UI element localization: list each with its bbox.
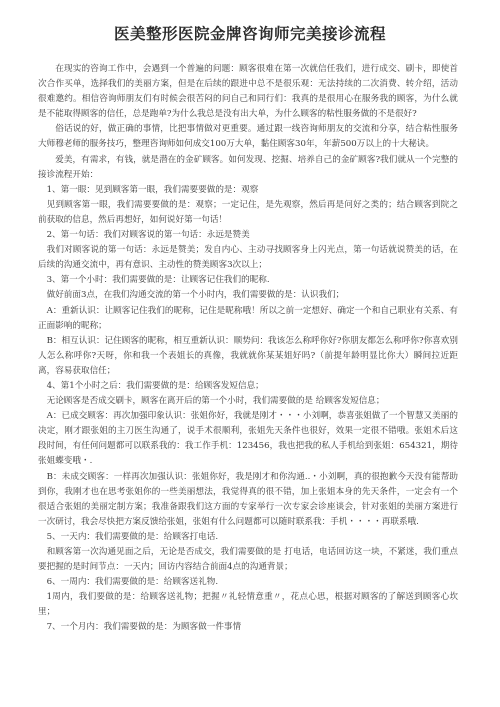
paragraph: 俗话说的好，做正确的事情，比把事情做对更重要。通过跟一线咨询师朋友的交流和分享，结合粘性服务大师穆老师的服务技巧，整理咨询师如何成交100万大单，黏住顾客30年，年薪500万以上的十大秘诀。 — [38, 124, 458, 150]
paragraph: 7、一个月内：我们需要做的是：为顾客做一件事情 — [46, 622, 242, 633]
paragraph: 1、第一眼：见到顾客第一眼，我们需要要做的是：观察 — [46, 184, 259, 195]
paragraph: A：已成交顾客：再次加强印象认识：张姐你好，我就是刚才・・・小刘啊，恭喜张姐做了一个智慧又美丽的决定，刚才跟张姐的主刀医生沟通了，说手术很顺利，张姐先天条件也很好，效果一定很不错哦。张姐术后这段时间，有任何问题都可以联系我的：我工作手机：123456，我也把我的私人手机给到张姐：654321，期待张姐蝶变哦・. — [38, 411, 458, 467]
paragraph: 1周内，我们要做的是：给顾客送礼物；把握〃礼轻情意重〃，花点心思，根据对顾客的了解送到顾客心坎里； — [38, 592, 458, 618]
paragraph: 做好前面3点，在我们沟通交流的第一个小时内，我们需要做的是：认识我们； — [46, 290, 345, 301]
paragraph: B：未成交顾客：一样再次加强认识：张姐你好，我是刚才和你沟通..・小刘啊，真的很抱歉今天没有能帮助到你，我刚才也在思考张姐你的一些美丽想法，我觉得真的很不错，加上张姐本身的先天条件，一定会有一个很适合张姐的美丽定制方案；我准备跟我们这方面的专家举行一次专家会诊座谈会，针对张姐的美丽方案进行一次研讨，我会尽快把方案反馈给张姐，张姐有什么问题都可以随时联系我：手机・・・・再联系哦. — [38, 471, 458, 527]
paragraph: 3、第一个小时：我们需要做的是：让顾客记住我们的昵称. — [46, 275, 270, 286]
paragraph: 和顾客第一次沟通见面之后，无论是否成交，我们需要做的是 打电话，电话回访这一块，不紧迷，我们重点要把握的是时间节点：一天内；回访内容结合前面4点的沟通背景； — [38, 547, 458, 573]
document-body — [38, 62, 458, 636]
paragraph: B：相互认识：记住顾客的昵称，相互重新认识：顺势问：我该怎么称呼你好?你朋友都怎么称呼你?你喜欢别人怎么称呼你?天呀，你和我一个表姐长的真像，我就就你某某姐好吗?（前提年龄明显比你大）瞬间拉近距离，容易获取信任； — [38, 335, 458, 376]
paragraph: 2、第一句话：我们对顾客说的第一句话：永远是赞美 — [46, 230, 250, 241]
paragraph: 4、第1个小时之后：我们需要做的是：给顾客发短信息； — [46, 380, 264, 391]
paragraph: A：重新认识：让顾客记住我们的昵称，记住是昵称哦！所以之前一定想好、确定一个和自己职业有关系、有正面影响的昵称； — [38, 305, 458, 331]
paragraph: 我们对顾客说的第一句话：永远是赞美；发自内心、主动寻找顾客身上闪光点，第一句话就说赞美的话，在后续的沟通交流中，再有意识、主动性的赞美顾客3次以上； — [38, 245, 458, 271]
paragraph: 在现实的咨询工作中，会遇到一个普遍的问题：顾客很难在第一次就信任我们，进行成交、刷卡，即使首次合作买单，选择我们的美丽方案，但是在后续的跟进中总不是很乐观：无法持续的二次消费、转介绍，活动很难邀约。相信咨询师朋友们有时候会很苦闷的问自己和同行们：我真的是很用心在服务我的顾客，为什么就是不能取得顾客的信任，总是跑单?为什么我总是没有出大单，为什么顾客的粘性服务做的不是很好? — [38, 64, 458, 120]
paragraph: 5、一天内：我们需要做的是：给顾客打电话. — [46, 531, 219, 542]
page-title: 医美整形医院金牌咨询师完美接诊流程 — [113, 24, 386, 43]
paragraph: 见到顾客第一眼，我们需要要做的是：观察；一定记住，是先观察，然后再是问好之类的；结合顾客到院之前获取的信息，然后再想好，如何说好第一句话！ — [38, 199, 458, 225]
paragraph: 爱美，有需求，有钱，就是潜在的金矿顾客。如何发现、挖掘、培养自己的金矿顾客?我们就从一个完整的接诊流程开始： — [38, 154, 458, 180]
paragraph: 6、一周内：我们需要做的是：给顾客送礼物. — [46, 577, 219, 588]
paragraph: 无论顾客是否成交刷卡，顾客在离开后的第一个小时，我们需要做的是 给顾客发短信息； — [46, 396, 385, 407]
